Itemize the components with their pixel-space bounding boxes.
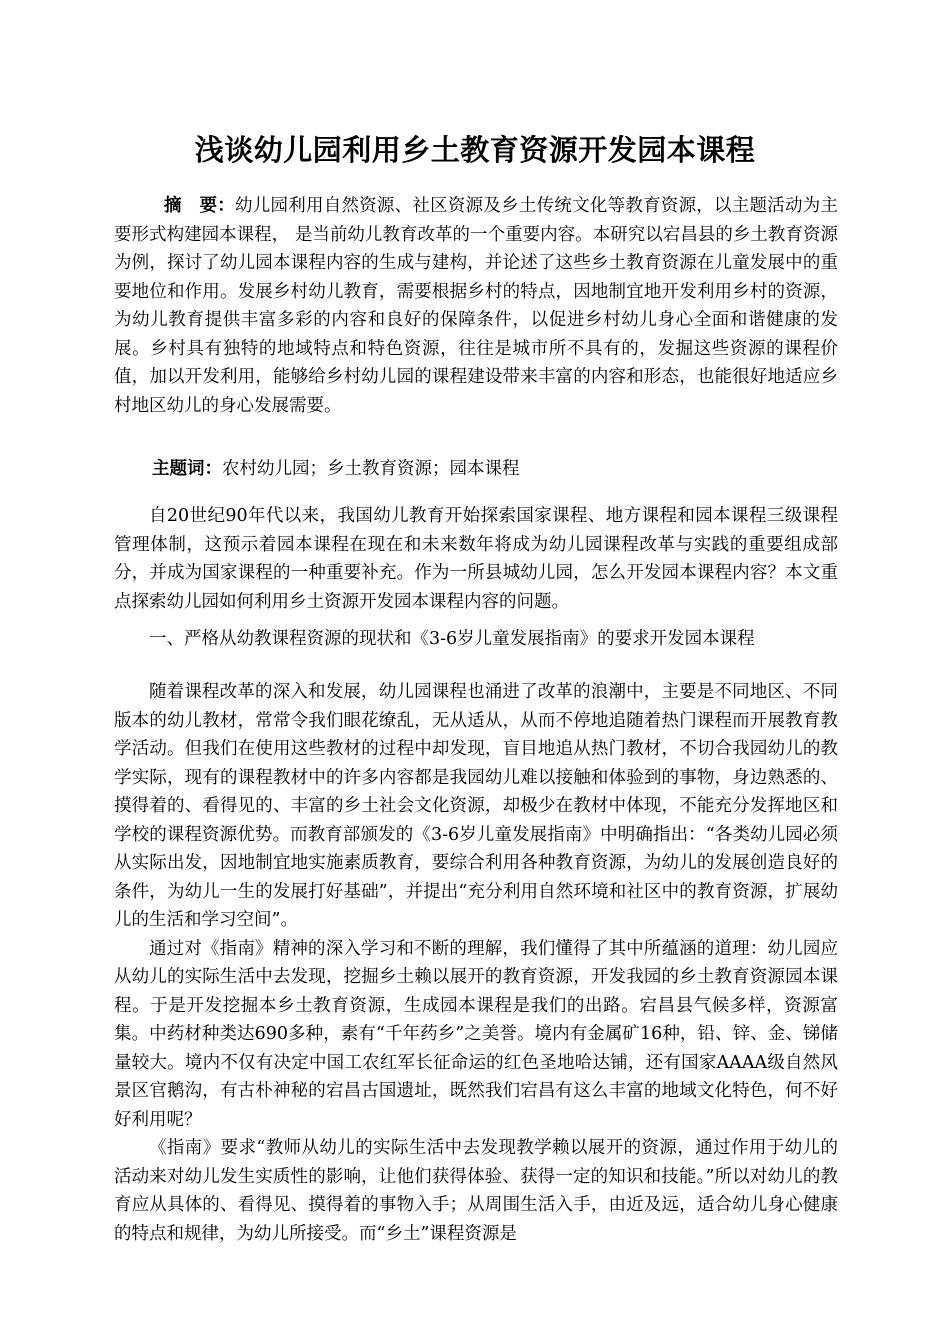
body-paragraph: 随着课程改革的深入和发展，幼儿园课程也涌进了改革的浪潮中，主要是不同地区、不同版本的幼儿教材，常常令我们眼花缭乱，无从适从，从而不停地追随着热门课程而开展教育教学活动。但我们在使用这些教材的过程中却发现，盲目地追从热门教材，不切合我园幼儿的教学实际，现有的课程教材中的许多内容都是我园幼儿难以接触和体验到的事物，身边熟悉的、摸得着的、看得见的、丰富的乡土社会文化资源，却极少在教材中体现，不能充分发挥地区和学校的课程资源优势。而教育部颁发的《3-6岁儿童发展指南》中明确指出：“各类幼儿园必须从实际出发，因地制宜地实施素质教育，要综合利用各种教育资源，为幼儿的发展创造良好的条件，为幼儿一生的发展打好基础”，并提出“充分利用自然环境和社区中的教育资源，扩展幼儿的生活和学习空间”。 (114, 682, 838, 930)
body-paragraph: 《指南》要求“教师从幼儿的实际生活中去发现教学赖以展开的资源，通过作用于幼儿的活动来对幼儿发生实质性的影响，让他们获得体验、获得一定的知识和技能。”所以对幼儿的教育应从具体的、看得见、摸得着的事物入手；从周围生活入手，由近及远，适合幼儿身心健康的特点和规律，为幼儿所接受。而“乡土”课程资源是 (114, 1138, 838, 1244)
keywords-label: 主题词： (152, 459, 222, 479)
body-paragraph: 通过对《指南》精神的深入学习和不断的理解，我们懂得了其中所蕴涵的道理：幼儿园应从幼儿的实际生活中去发现，挖掘乡土赖以展开的教育资源，开发我园的乡土教育资源园本课程。于是开发挖掘本乡土教育资源，生成园本课程是我们的出路。宕昌县气候多样，资源富集。中药材种类达690多种，素有“千年药乡”之美誉。境内有金属矿16种，铅、锌、金、锑储量较大。境内不仅有决定中国工农红军长征命运的红色圣地哈达铺，还有国家AAAA级自然风景区官鹅沟，有古朴神秘的宕昌古国遗址，既然我们宕昌有这么丰富的地域文化特色，何不好好利用呢？ (114, 938, 838, 1130)
section-heading-1: 一、严格从幼教课程资源的现状和《3-6岁儿童发展指南》的要求开发园本课程 (149, 629, 755, 649)
section-body (114, 678, 838, 1248)
abstract-text: 幼儿园利用自然资源、社区资源及乡土传统文化等教育资源，以主题活动为主要形式构建园本课程， 是当前幼儿教育改革的一个重要内容。本研究以宕昌县的乡土教育资源为例，探讨了幼儿园本课程内容的生成与建构，并论述了这些乡土教育资源在儿童发展中的重要地位和作用。发展乡村幼儿教育，需要根据乡村的特点，因地制宜地开发利用乡村的资源，为幼儿教育提供丰富多彩的内容和良好的保障条件，以促进乡村幼儿身心全面和谐健康的发展。乡村具有独特的地域特点和特色资源，往往是城市所不具有的，发掘这些资源的课程价值，加以开发利用，能够给乡村幼儿园的课程建设带来丰富的内容和形态，也能很好地适应乡村地区幼儿的身心发展需要。 (114, 196, 839, 416)
abstract-section (114, 192, 838, 420)
intro-paragraph: 自20世纪90年代以来，我国幼儿教育开始探索国家课程、地方课程和园本课程三级课程管理体制，这预示着园本课程在现在和未来数年将成为幼儿园课程改革与实践的重要组成部分，并成为国家课程的一种重要补充。作为一所县城幼儿园，怎么开发园本课程内容？本文重点探索幼儿园如何利用乡土资源开发园本课程内容的问题。 (114, 506, 838, 612)
keywords-section (114, 455, 838, 484)
keywords-text: 农村幼儿园；乡土教育资源；园本课程 (222, 459, 520, 479)
document-title: 浅谈幼儿园利用乡土教育资源开发园本课程 (194, 133, 756, 167)
abstract-label: 摘 要： (164, 196, 235, 216)
